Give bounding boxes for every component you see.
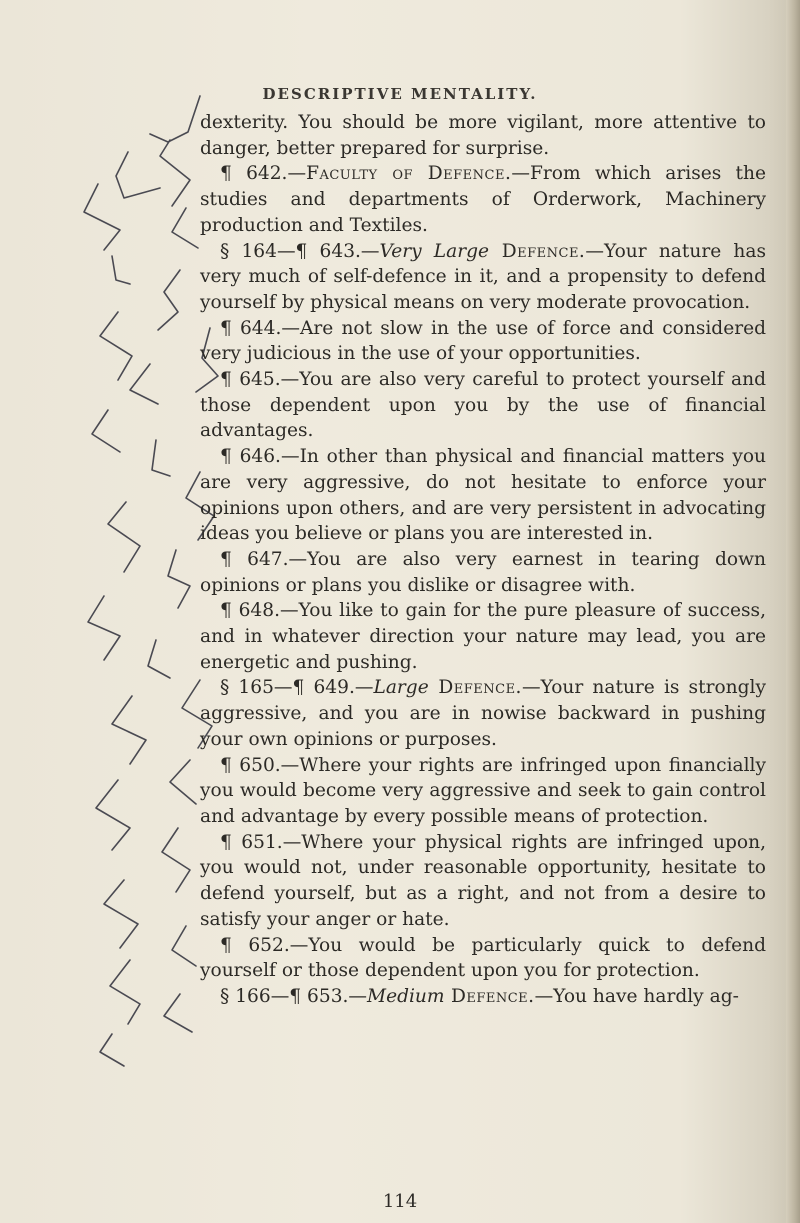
paragraph-ref: § 166—¶ 653.—: [220, 985, 368, 1007]
page-number: 114: [382, 1191, 418, 1212]
paragraph-ref: ¶ 650.—: [220, 754, 300, 776]
paragraph-text: You would be particularly quick to defend yourself or those dependent upon you for protection.: [200, 934, 767, 982]
paragraph-text: dexterity. You should be more vigilant, more attentive to danger, better prepared for surprise.: [200, 112, 766, 159]
degree-label: Medium: [367, 985, 445, 1007]
paragraph-642: [200, 161, 766, 238]
paragraph-653: [200, 984, 766, 1010]
paragraph-ref: ¶ 644.—: [220, 317, 300, 339]
degree-label: Very Large: [379, 240, 490, 262]
paragraph-ref: ¶ 648.—: [220, 600, 299, 622]
section-heading: Defence.: [444, 985, 535, 1007]
paragraph-648: [200, 598, 766, 675]
paragraph-ref: § 165—¶ 649.—: [220, 677, 374, 699]
paragraph-650: [200, 753, 766, 830]
section-heading: Faculty of Defence.: [306, 163, 512, 185]
paragraph-text: —Your nature is strongly aggressive, and you are in nowise backward in pushing your own opinions or purposes.: [200, 677, 766, 750]
paragraph-text: —You have hardly ag-: [534, 985, 739, 1007]
page-edge-shadow: [786, 0, 800, 1223]
paragraph-text: You like to gain for the pure pleasure of success, and in whatever direction your nature may lead, you are energetic and pushing.: [200, 600, 766, 673]
paragraph-text: —Your nature has very much of self-defence in it, and a propensity to defend yourself by physical means on very moderate provocation.: [200, 240, 766, 313]
paragraph-ref: ¶ 651.—: [220, 831, 302, 853]
paragraph-continuation: [200, 110, 766, 161]
paragraph-ref: ¶ 642.—: [220, 163, 307, 185]
paragraph-text: —From which arises the studies and departments of Orderwork, Machinery production and Textiles.: [200, 163, 766, 236]
paragraph-651: [200, 830, 766, 933]
body-text: [200, 110, 766, 1010]
paragraph-text: Where your physical rights are infringed upon, you would not, under reasonable opportunity, hesitate to defend yourself, but as a right, and not from a desire to satisfy your anger or hate.: [200, 831, 766, 930]
paragraph-ref: ¶ 647.—: [220, 548, 308, 570]
paragraph-647: [200, 547, 766, 598]
paragraph-text: Where your rights are infringed upon financially you would become very aggressive and seek to gain control and advantage by every possible means of protection.: [200, 754, 766, 827]
paragraph-ref: ¶ 646.—: [220, 446, 300, 468]
paragraph-649: [200, 675, 766, 752]
paragraph-645: [200, 367, 766, 444]
paragraph-643: [200, 239, 766, 316]
paragraph-text: You are also very careful to protect yourself and those dependent upon you by the use of financial advantages.: [200, 369, 767, 442]
section-heading: Defence.: [428, 677, 522, 699]
paragraph-text: Are not slow in the use of force and considered very judicious in the use of your opportunities.: [200, 317, 767, 365]
paragraph-ref: ¶ 652.—: [220, 934, 309, 956]
paragraph-652: [200, 933, 766, 984]
paragraph-text: You are also very earnest in tearing down opinions or plans you dislike or disagree with.: [200, 548, 766, 596]
paragraph-text: In other than physical and financial matters you are very aggressive, do not hesitate to enforce your opinions upon others, and are very persistent in advocating ideas you believe or plans you are interested in.: [200, 446, 767, 545]
degree-label: Large: [373, 677, 429, 699]
paragraph-ref: ¶ 645.—: [220, 369, 300, 391]
paragraph-644: [200, 316, 766, 367]
running-head: DESCRIPTIVE MENTALITY.: [262, 85, 538, 103]
paragraph-646: [200, 444, 766, 547]
paragraph-ref: § 164—¶ 643.—: [220, 240, 380, 262]
section-heading: Defence.: [489, 240, 586, 262]
